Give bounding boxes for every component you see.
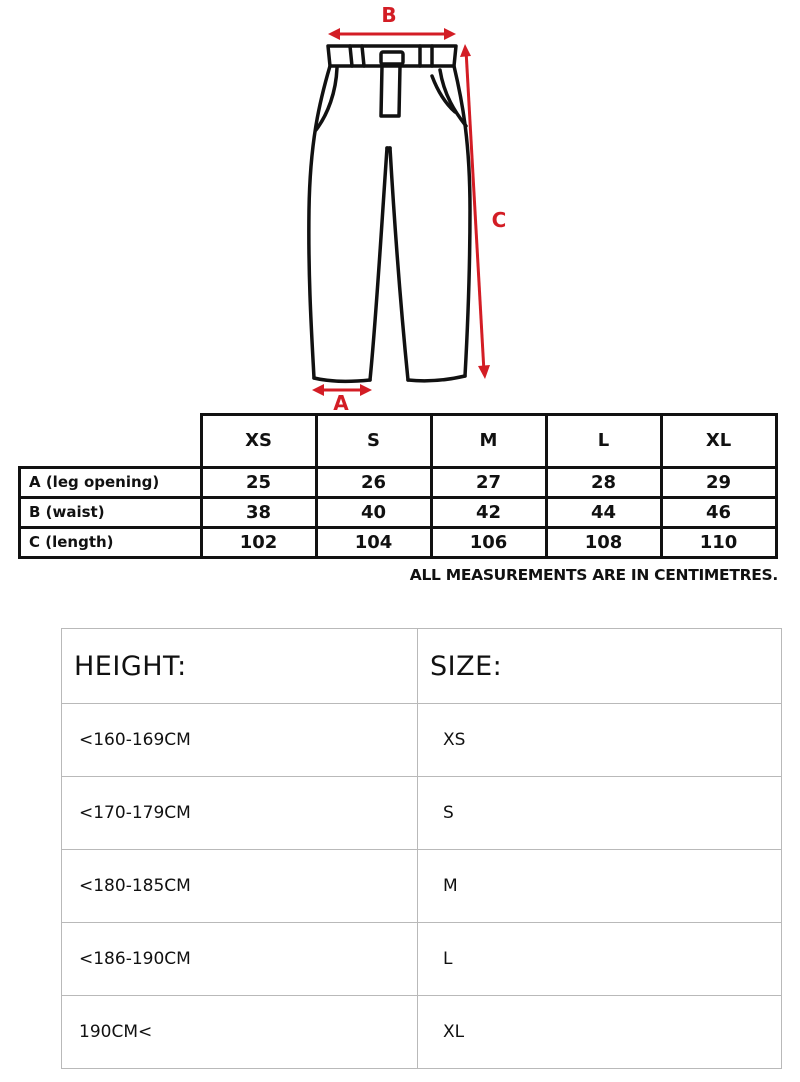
measurement-value: 40 — [316, 498, 431, 528]
measurement-value: 102 — [201, 528, 316, 558]
measurement-value: 110 — [661, 528, 776, 558]
size-value: S — [418, 777, 782, 850]
measurement-row-length — [20, 528, 777, 558]
trousers-outline-icon — [309, 46, 470, 381]
measurement-value: 104 — [316, 528, 431, 558]
size-value: XL — [418, 996, 782, 1069]
height-header: HEIGHT: — [62, 629, 418, 704]
label-a: A — [333, 391, 349, 412]
size-value: L — [418, 923, 782, 996]
measurement-row-waist — [20, 498, 777, 528]
size-header: SIZE: — [418, 629, 782, 704]
trousers-diagram — [0, 0, 800, 412]
waist-arrow — [328, 28, 456, 40]
measurement-value: 28 — [546, 468, 661, 498]
height-value: <160-169CM — [62, 704, 418, 777]
units-note: ALL MEASUREMENTS ARE IN CENTIMETRES. — [409, 566, 778, 584]
blank-header-cell — [20, 415, 202, 468]
size-value: XS — [418, 704, 782, 777]
size-header-xl: XL — [661, 415, 776, 468]
row-label: C (length) — [20, 528, 202, 558]
height-value: <180-185CM — [62, 850, 418, 923]
size-header-m: M — [431, 415, 546, 468]
size-header-s: S — [316, 415, 431, 468]
measurement-value: 42 — [431, 498, 546, 528]
height-row — [62, 923, 782, 996]
height-value: <170-179CM — [62, 777, 418, 850]
measurement-value: 44 — [546, 498, 661, 528]
height-size-table — [61, 628, 782, 1069]
row-label: B (waist) — [20, 498, 202, 528]
measurement-value: 26 — [316, 468, 431, 498]
row-label: A (leg opening) — [20, 468, 202, 498]
label-b: B — [381, 3, 397, 27]
measurement-value: 27 — [431, 468, 546, 498]
measurement-value: 106 — [431, 528, 546, 558]
measurement-value: 25 — [201, 468, 316, 498]
measurement-row-leg-opening — [20, 468, 777, 498]
height-row — [62, 777, 782, 850]
size-value: M — [418, 850, 782, 923]
height-value: 190CM< — [62, 996, 418, 1069]
height-row — [62, 704, 782, 777]
measurement-value: 46 — [661, 498, 776, 528]
height-value: <186-190CM — [62, 923, 418, 996]
size-header-xs: XS — [201, 415, 316, 468]
length-arrow — [460, 44, 490, 379]
height-row — [62, 850, 782, 923]
label-c: C — [491, 208, 507, 232]
measurement-value: 108 — [546, 528, 661, 558]
height-row — [62, 996, 782, 1069]
measurements-table — [18, 413, 778, 559]
measurement-value: 29 — [661, 468, 776, 498]
height-table-header — [62, 629, 782, 704]
size-header-l: L — [546, 415, 661, 468]
measurements-header-row — [20, 415, 777, 468]
measurement-value: 38 — [201, 498, 316, 528]
